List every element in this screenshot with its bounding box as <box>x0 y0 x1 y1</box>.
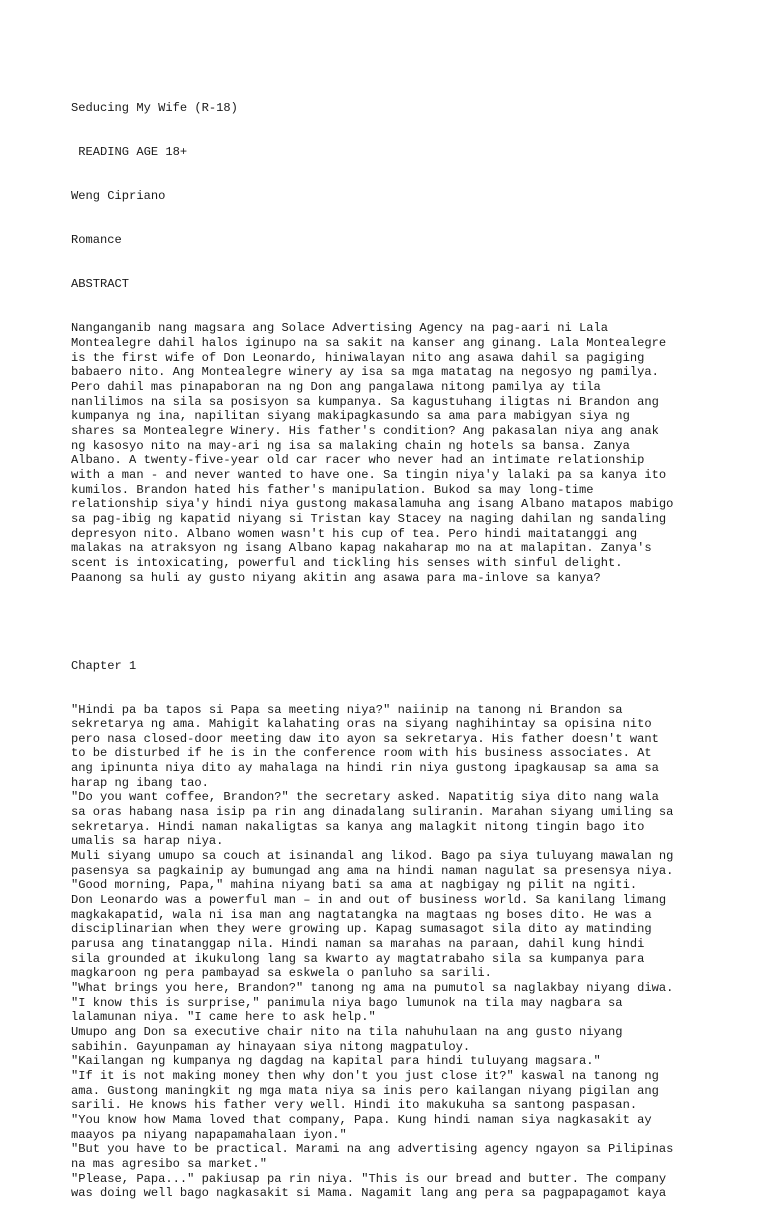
abstract-body <box>71 321 731 585</box>
blank-line <box>71 615 731 630</box>
text-line: lalamunan niya. "I came here to ask help." <box>71 1010 376 1025</box>
text-line: with a man - and never wanted to have one. Sa tingin niya'y lalaki pa sa kanya ito <box>71 467 667 482</box>
text-line: kumpanya ng ina, napilitan siyang makipagkasundo sa ama para mabigyan siya ng <box>71 409 630 424</box>
text-line: disciplinarian when they were growing up. Kapag sumasagot sila dito ay matinding <box>71 922 652 937</box>
text-line: Muli siyang umupo sa couch at isinandal ang likod. Bago pa siya tuluyang mawalan ng <box>71 849 674 864</box>
text-line: Montealegre dahil halos iginupo na sa sakit na kanser ang ginang. Lala Montealegre <box>71 336 667 350</box>
text-line: sila grounded at ikukulong lang sa kwarto ay magtatrabaho sila sa kumpanya para <box>71 951 645 966</box>
text-line: harap ng ibang tao. <box>71 775 209 790</box>
text-line: umalis sa harap niya. <box>71 834 224 849</box>
text-line: "Kailangan ng kumpanya ng dagdag na kapital para hindi tuluyang magsara." <box>71 1054 601 1069</box>
text-line: "But you have to be practical. Marami na ang advertising agency ngayon sa Pilipinas <box>71 1142 674 1157</box>
text-line: sekretarya. Hindi naman nakaligtas sa kanya ang malagkit nitong tingin bago ito <box>71 819 645 834</box>
text-line: parusa ang tinatanggap nila. Hindi naman sa marahas na paraan, dahil kung hindi <box>71 937 645 951</box>
text-line: pasensya sa pagkainip ay bumungad ang ama na hindi naman nagulat sa presensya niya. <box>71 863 674 878</box>
text-line: nanlilimos na sila sa posisyon sa kumpanya. Sa kagustuhang iligtas ni Brandon ang <box>71 394 659 409</box>
text-line: ang ipinunta niya dito ay mahalaga na hindi rin niya gustong ipagkausap sa ama sa <box>71 761 659 776</box>
text-line: scent is intoxicating, powerful and tickling his senses with sinful delight. <box>71 555 623 570</box>
text-line: shares sa Montealegre Winery. His father's condition? Ang pakasalan niya ang anak <box>71 423 659 438</box>
text-line: sa pag-ibig ng kapatid niyang si Tristan kay Stacey na naging dahilan ng sandaling <box>71 511 667 526</box>
text-line: "Good morning, Papa," mahina niyang bati sa ama at nagbigay ng pilit na ngiti. <box>71 878 638 893</box>
text-line: "What brings you here, Brandon?" tanong ng ama na pumutol sa naglakbay niyang diwa. <box>71 980 674 995</box>
text-line: "You know how Mama loved that company, Papa. Kung hindi naman siya nagkasakit ay <box>71 1112 652 1127</box>
text-line: na mas agresibo sa market." <box>71 1156 267 1171</box>
text-line: ama. Gustong maningkit ng mga mata niya sa inis pero kailangan niyang pigilan ang <box>71 1083 659 1098</box>
text-line: magkaroon ng pera pambayad sa eskwela o panluho sa sarili. <box>71 966 492 981</box>
text-line: Albano. A twenty-five-year old car racer who never had an intimate relationship <box>71 453 645 468</box>
text-line: babaero nito. Ang Montealegre winery ay isa sa mga matatag na negosyo ng pamilya. <box>71 365 659 380</box>
text-line: sarili. He knows his father very well. Hindi ito makukuha sa santong paspasan. <box>71 1098 638 1113</box>
chapter-heading: Chapter 1 <box>71 658 137 673</box>
text-line: "Hindi pa ba tapos si Papa sa meeting niya?" naiinip na tanong ni Brandon sa <box>71 702 623 717</box>
text-line: sekretarya ng ama. Mahigit kalahating oras na siyang naghihintay sa opisina nito <box>71 717 652 732</box>
text-line: Paanong sa huli ay gusto niyang akitin ang asawa para ma-inlove sa kanya? <box>71 570 601 585</box>
text-line: pero nasa closed-door meeting daw ito ayon sa sekretarya. His father doesn't want <box>71 731 659 746</box>
text-line: maayos pa niyang napapamahalaan iyon." <box>71 1127 347 1142</box>
text-line: depresyon nito. Albano women wasn't his cup of tea. Pero hindi maitatanggi ang <box>71 526 638 541</box>
genre: Romance <box>71 233 122 248</box>
text-line: malakas na atraksyon ng isang Albano kapag nakaharap mo na at malapitan. Zanya's <box>71 541 652 556</box>
text-line: to be disturbed if he is in the conference room with his business associates. At <box>71 746 652 761</box>
text-line: Pero dahil mas pinapaboran na ng Don ang pangalawa nitong pamilya ay tila <box>71 379 601 394</box>
document-title: Seducing My Wife (R-18) <box>71 101 238 116</box>
text-line: Umupo ang Don sa executive chair nito na tila nahuhulaan na ang gusto niyang <box>71 1024 623 1039</box>
author-name: Weng Cipriano <box>71 189 166 204</box>
text-line: "Please, Papa..." pakiusap pa rin niya. "This is our bread and butter. The company <box>71 1171 667 1186</box>
text-line: was doing well bago nagkasakit si Mama. Nagamit lang ang pera sa pagpapagamot kaya <box>71 1186 667 1201</box>
reading-age: READING AGE 18+ <box>71 145 188 160</box>
document-page <box>71 72 731 1215</box>
text-line: ng kasosyo nito na may-ari ng isa sa malaking chain ng hotels sa bansa. Zanya <box>71 438 630 453</box>
text-line: relationship siya'y hindi niya gustong makasalamuha ang isang Albano matapos mabigo <box>71 497 674 512</box>
text-line: kumilos. Brandon hated his father's manipulation. Bukod sa may long-time <box>71 482 594 497</box>
text-line: sabihin. Gayunpaman ay hinayaan siya nitong magpatuloy. <box>71 1039 471 1054</box>
text-line: magkakapatid, wala ni isa man ang nagtatangka na magtaas ng boses dito. He was a <box>71 907 652 922</box>
abstract-heading: ABSTRACT <box>71 277 130 292</box>
text-line: sa oras habang nasa isip pa rin ang dinadalang suliranin. Marahan siyang umiling sa <box>71 805 674 820</box>
text-line: "If it is not making money then why don't you just close it?" kaswal na tanong ng <box>71 1068 659 1083</box>
chapter-body <box>71 703 731 1201</box>
text-line: Don Leonardo was a powerful man – in and out of business world. Sa kanilang limang <box>71 893 667 908</box>
text-line: "I know this is surprise," panimula niya bago lumunok na tila may nagbara sa <box>71 995 623 1010</box>
text-line: Nanganganib nang magsara ang Solace Advertising Agency na pag-aari ni Lala <box>71 321 609 336</box>
text-line: is the first wife of Don Leonardo, hiniwalayan nito ang asawa dahil sa pagiging <box>71 350 645 365</box>
text-line: "Do you want coffee, Brandon?" the secretary asked. Napatitig siya dito nang wala <box>71 790 659 805</box>
